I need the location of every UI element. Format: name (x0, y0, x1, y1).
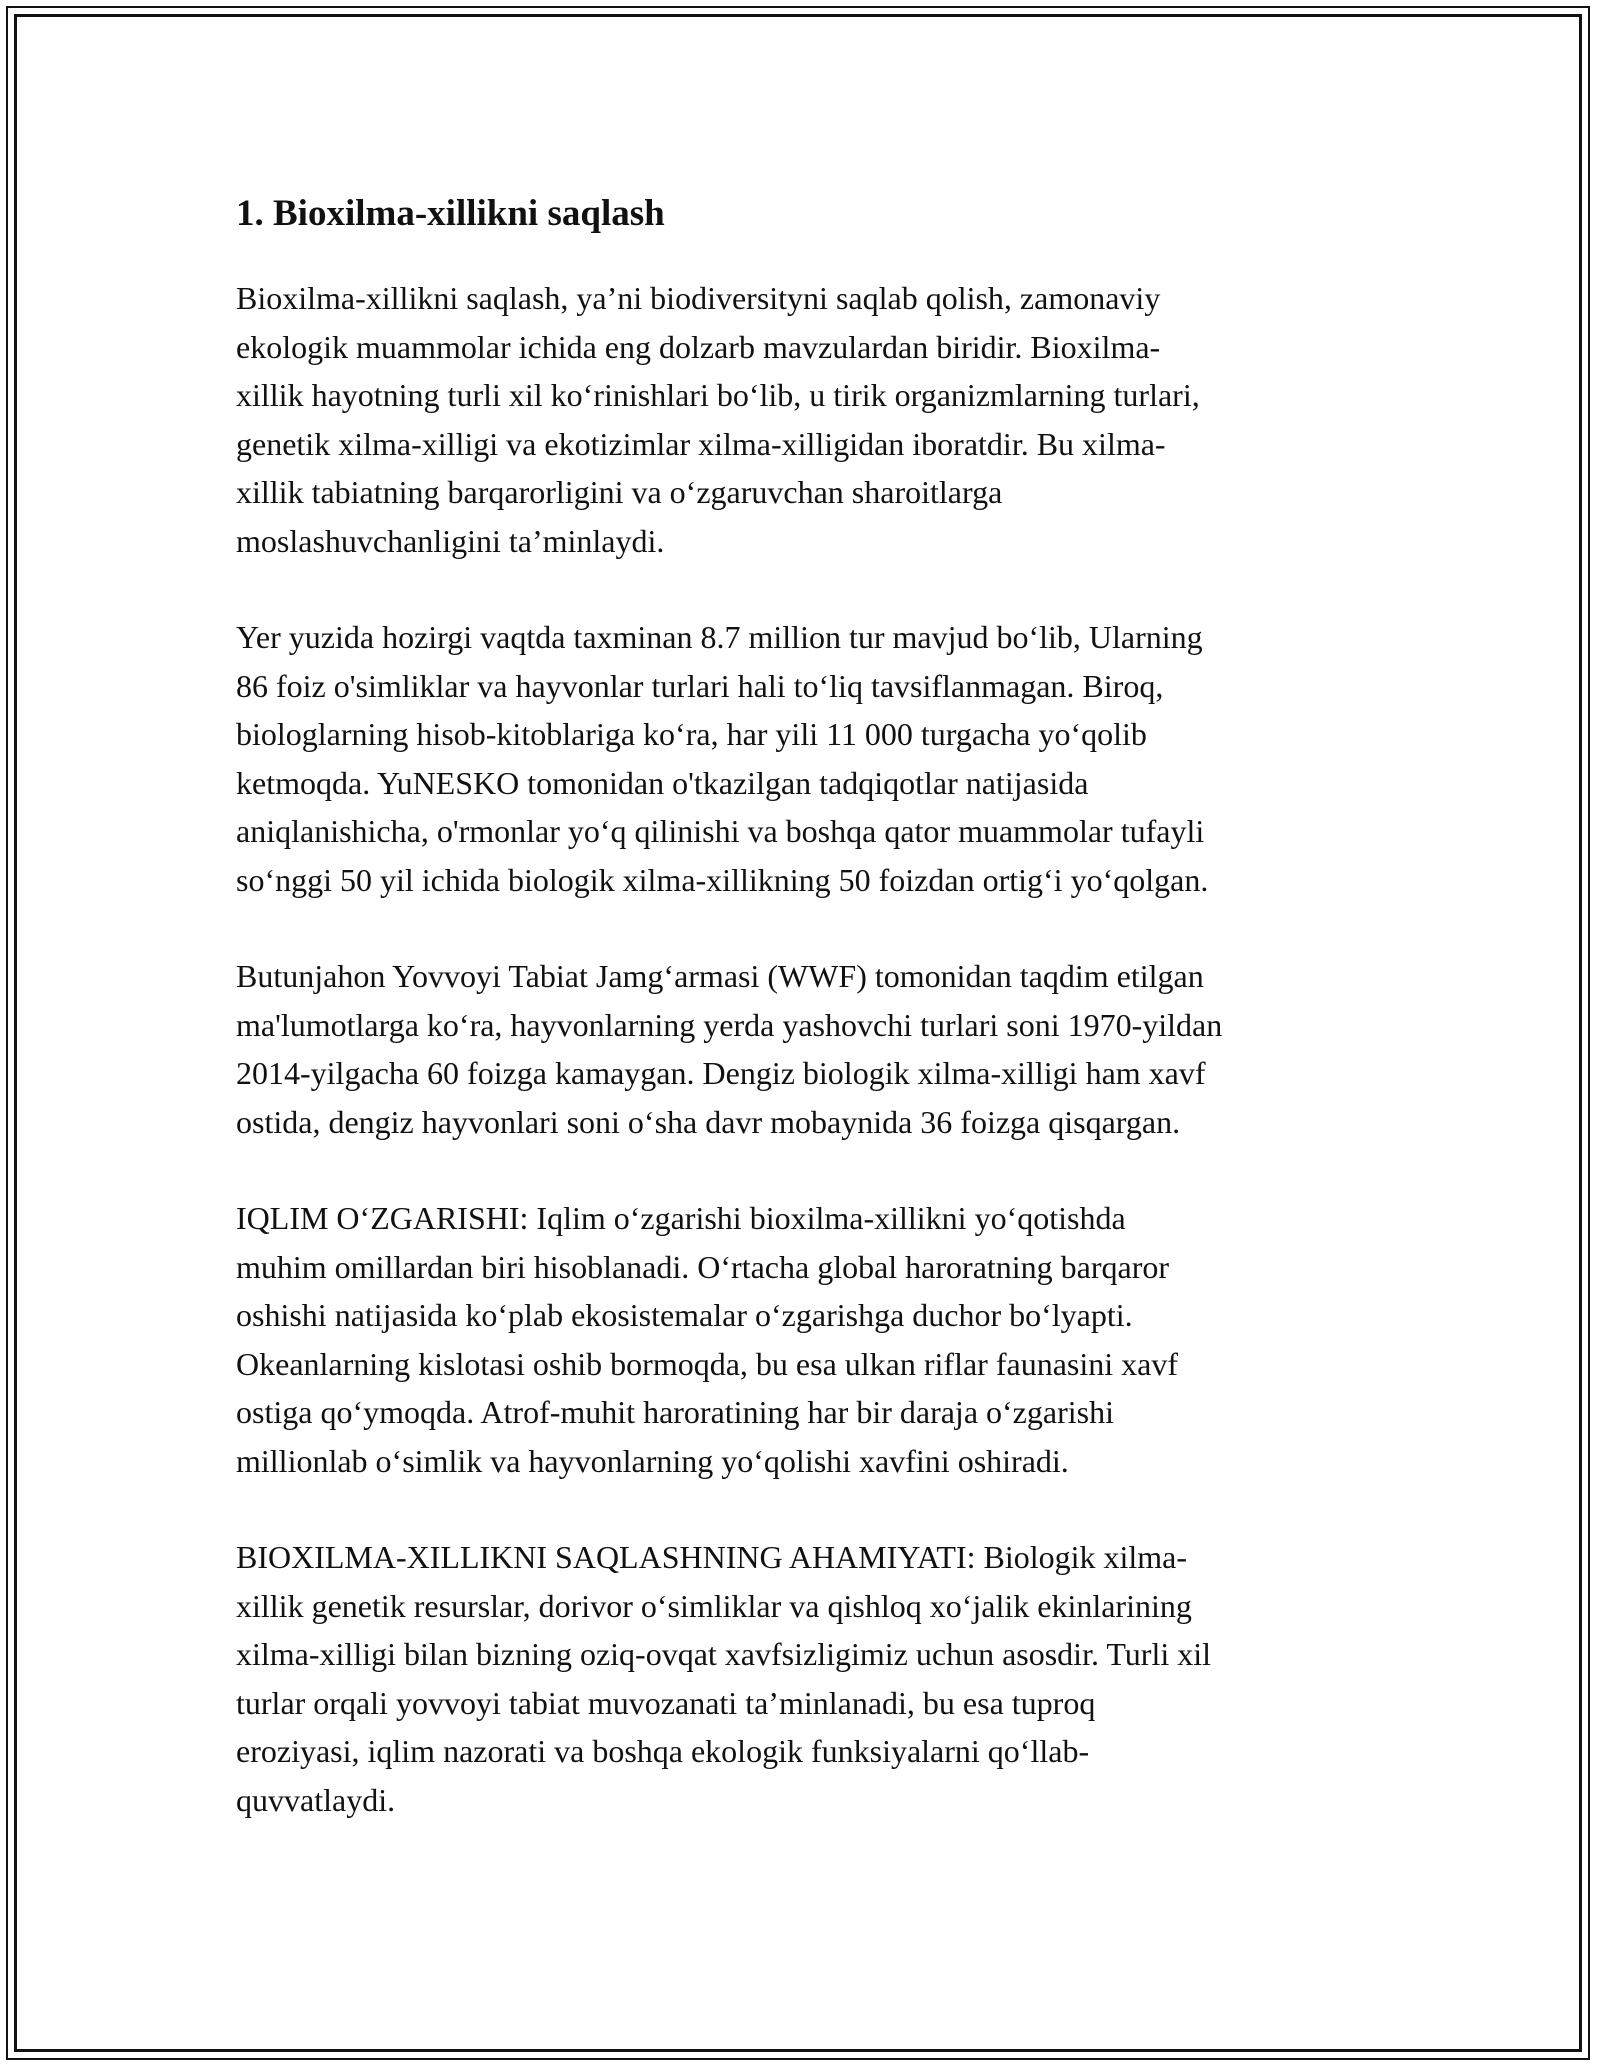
paragraph-species-count (236, 613, 1366, 904)
text-line: aniqlanishicha, o'rmonlar yo‘q qilinishi va boshqa qator muammolar tufayli (236, 813, 1205, 849)
text-line: oshishi natijasida ko‘plab ekosistemalar o‘zgarishga duchor bo‘lyapti. (236, 1297, 1133, 1333)
text-line: xillik tabiatning barqarorligini va o‘zgaruvchan sharoitlarga (236, 474, 1003, 510)
text-line: biologlarning hisob-kitoblariga ko‘ra, har yili 11 000 turgacha yo‘qolib (236, 716, 1147, 752)
section-heading: 1. Bioxilma-xillikni saqlash (236, 193, 665, 234)
text-line: ekologik muammolar ichida eng dolzarb mavzulardan biridir. Bioxilma- (236, 328, 1161, 365)
text-line: IQLIM O‘ZGARISHI: Iqlim o‘zgarishi bioxilma-xillikni yo‘qotishda (236, 1200, 1126, 1236)
text-line: Yer yuzida hozirgi vaqtda taxminan 8.7 million tur mavjud bo‘lib, Ularning (236, 619, 1203, 655)
text-line: turlar orqali yovvoyi tabiat muvozanati ta’minlanadi, bu esa tuproq (236, 1684, 1096, 1721)
text-line: xillik genetik resurslar, dorivor o‘simliklar va qishloq xo‘jalik ekinlarining (236, 1587, 1192, 1624)
text-line: ketmoqda. YuNESKO tomonidan o'tkazilgan tadqiqotlar natijasida (236, 764, 1089, 801)
text-line: Butunjahon Yovvoyi Tabiat Jamg‘armasi (WWF) tomonidan taqdim etilgan (236, 958, 1204, 994)
text-line: Okeanlarning kislotasi oshib bormoqda, bu esa ulkan riflar faunasini xavf (236, 1345, 1178, 1382)
text-line: Bioxilma-xillikni saqlash, ya’ni biodiversityni saqlab qolish, zamonaviy (236, 280, 1161, 316)
text-line: millionlab o‘simlik va hayvonlarning yo‘qolishi xavfini oshiradi. (236, 1442, 1069, 1479)
text-line: moslashuvchanligini ta’minlaydi. (236, 522, 665, 559)
paragraph-intro (236, 274, 1366, 565)
text-line: quvvatlaydi. (236, 1781, 396, 1818)
text-line: 86 foiz o'simliklar va hayvonlar turlari hali to‘liq tavsiflanmagan. Biroq, (236, 667, 1164, 704)
text-line: ma'lumotlarga ko‘ra, hayvonlarning yerda yashovchi turlari soni 1970-yildan (236, 1006, 1223, 1043)
text-line: genetik xilma-xilligi va ekotizimlar xilma-xilligidan iboratdir. Bu xilma- (236, 425, 1166, 462)
text-line: BIOXILMA-XILLIKNI SAQLASHNING AHAMIYATI: Biologik xilma- (236, 1539, 1188, 1575)
text-line: muhim omillardan biri hisoblanadi. O‘rtacha global haroratning barqaror (236, 1248, 1170, 1285)
document-body (236, 184, 1366, 1872)
text-line: eroziyasi, iqlim nazorati va boshqa ekologik funksiyalarni qo‘llab- (236, 1733, 1090, 1769)
paragraph-climate-change (236, 1194, 1366, 1485)
paragraph-importance (236, 1533, 1366, 1824)
text-line: ostiga qo‘ymoqda. Atrof-muhit haroratining har bir daraja o‘zgarishi (236, 1394, 1114, 1430)
text-line: xilma-xilligi bilan bizning oziq-ovqat xavfsizligimiz uchun asosdir. Turli xil (236, 1636, 1212, 1672)
paragraph-wwf-data (236, 952, 1366, 1146)
text-line: xillik hayotning turli xil ko‘rinishlari bo‘lib, u tirik organizmlarning turlari, (236, 377, 1200, 413)
text-line: ostida, dengiz hayvonlari soni o‘sha davr mobaynida 36 foizga qisqargan. (236, 1103, 1181, 1140)
text-line: so‘nggi 50 yil ichida biologik xilma-xillikning 50 foizdan ortig‘i yo‘qolgan. (236, 861, 1209, 898)
text-line: 2014-yilgacha 60 foizga kamaygan. Dengiz biologik xilma-xilligi ham xavf (236, 1055, 1206, 1091)
